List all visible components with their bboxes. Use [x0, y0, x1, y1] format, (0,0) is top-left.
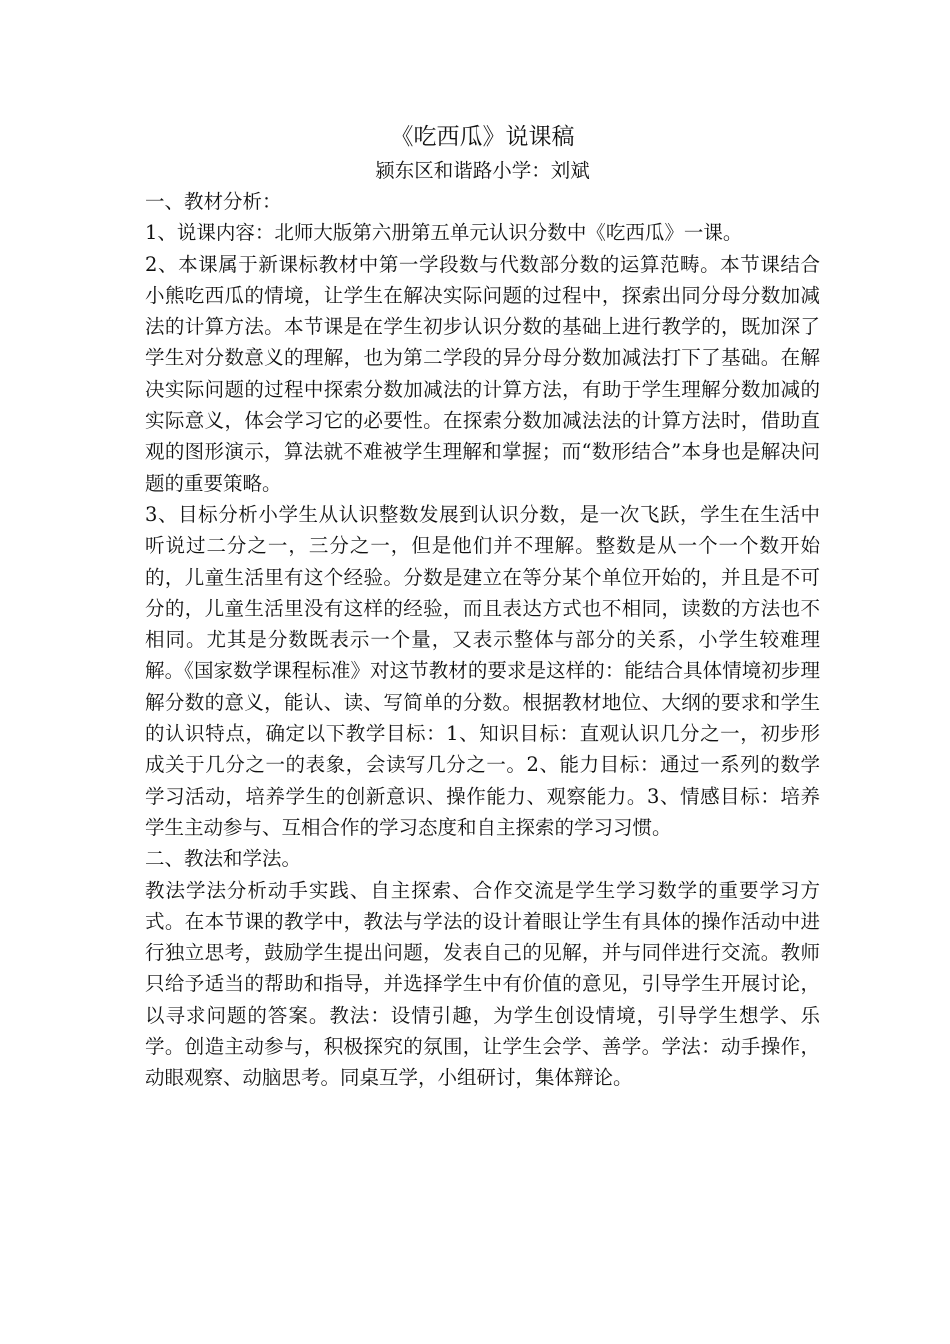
paragraph-lesson-scope: 2、本课属于新课标教材中第一学段数与代数部分数的运算范畴。本节课结合小熊吃西瓜的情境，让学生在解决实际问题的过程中，探索出同分母分数加减法的计算方法。本节课是在学生初步认识分数的基础上进行教学的，既加深了学生对分数意义的理解，也为第二学段的异分母分数加减法打下了基础。在解决实际问题的过程中探索分数加减法的计算方法，有助于学生理解分数加减的实际意义，体会学习它的必要性。在探索分数加减法法的计算方法时，借助直观的图形演示，算法就不难被学生理解和掌握；而“数形结合”本身也是解决问题的重要策略。	[145, 252, 820, 495]
document-page	[145, 118, 820, 1094]
paragraph-methods-analysis: 教法学法分析动手实践、自主探索、合作交流是学生学习数学的重要学习方式。在本节课的教学中，教法与学法的设计着眼让学生有具体的操作活动中进行独立思考，鼓励学生提出问题，发表自己的见解，并与同伴进行交流。教师只给予适当的帮助和指导，并选择学生中有价值的意见，引导学生开展讨论，以寻求问题的答案。教法：设情引趣，为学生创设情境，引导学生想学、乐学。创造主动参与，积极探究的氛围，让学生会学、善学。学法：动手操作，动眼观察、动脑思考。同桌互学，小组研讨，集体辩论。	[145, 878, 820, 1090]
document-title: 《吃西瓜》说课稿	[390, 124, 575, 150]
section-heading-teaching-methods: 二、教法和学法。	[145, 847, 302, 871]
document-author: 颍东区和谐路小学：刘斌	[375, 159, 590, 182]
paragraph-goal-analysis: 3、目标分析小学生从认识整数发展到认识分数，是一次飞跃，学生在生活中听说过二分之一，三分之一，但是他们并不理解。整数是从一个一个数开始的，儿童生活里有这个经验。分数是建立在等分某个单位开始的，并且是不可分的，儿童生活里没有这样的经验，而且表达方式也不相同，读数的方法也不相同。尤其是分数既表示一个量，又表示整体与部分的关系，小学生较难理解。《国家数学课程标准》对这节教材的要求是这样的：能结合具体情境初步理解分数的意义，能认、读、写简单的分数。根据教材地位、大纲的要求和学生的认识特点，确定以下教学目标：1、知识目标：直观认识几分之一，初步形成关于几分之一的表象，会读写几分之一。2、能力目标：通过一系列的数学学习活动，培养学生的创新意识、操作能力、观察能力。3、情感目标：培养学生主动参与、互相合作的学习态度和自主探索的学习习惯。	[145, 502, 820, 839]
paragraph-lesson-content: 1、说课内容：北师大版第六册第五单元认识分数中《吃西瓜》一课。	[145, 221, 743, 245]
section-heading-textbook-analysis: 一、教材分析：	[145, 190, 282, 213]
